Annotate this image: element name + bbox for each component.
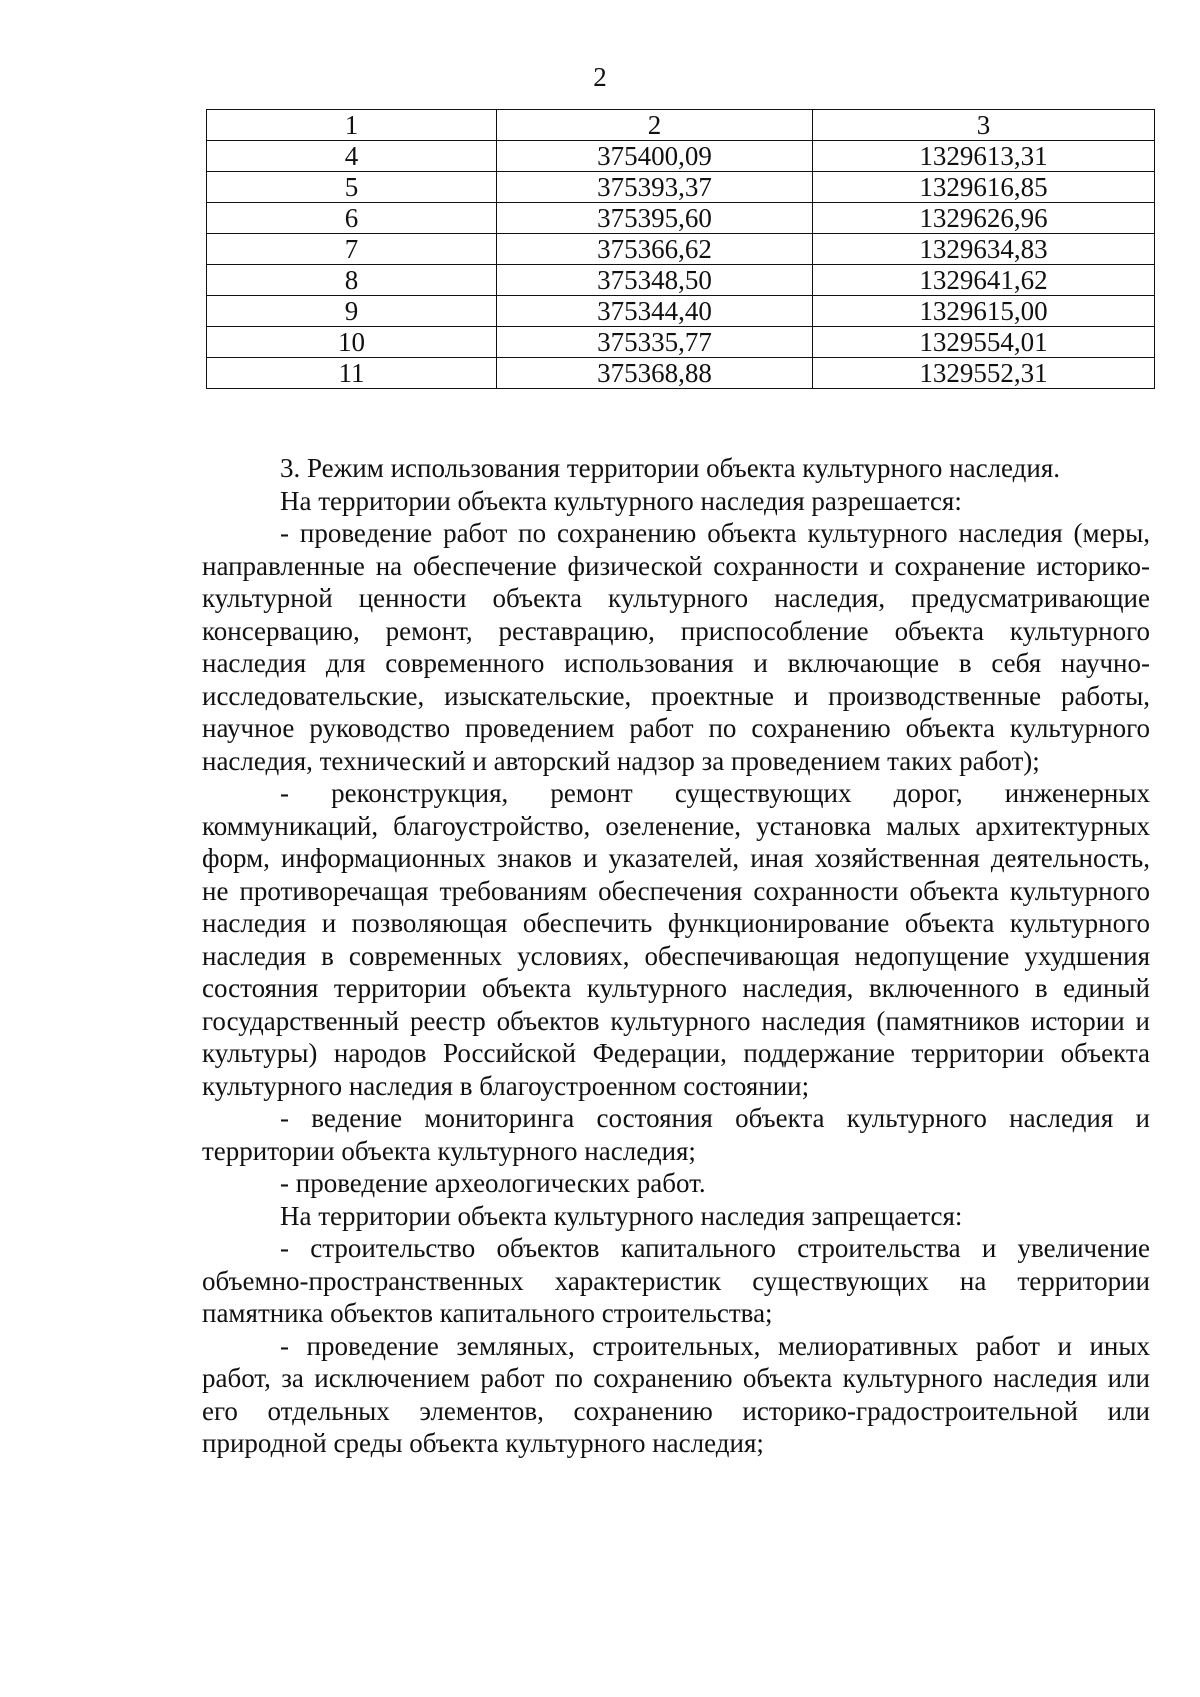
coordinates-table <box>206 109 1155 389</box>
point-number-cell: 6 <box>207 203 497 234</box>
table-header-row <box>207 110 1155 141</box>
table-row <box>207 358 1155 389</box>
column-header: 1 <box>207 110 497 141</box>
table-row <box>207 327 1155 358</box>
point-number-cell: 7 <box>207 234 497 265</box>
table-row <box>207 296 1155 327</box>
y-coordinate-cell: 1329641,62 <box>813 265 1155 296</box>
prohibited-item-construction: - строительство объектов капитального строительства и увеличение объемно-пространственных характеристик существующих на территории памятника объектов капитального строительства; <box>202 1233 1150 1328</box>
table-row <box>207 141 1155 172</box>
table-row <box>207 203 1155 234</box>
y-coordinate-cell: 1329552,31 <box>813 358 1155 389</box>
point-number-cell: 5 <box>207 172 497 203</box>
point-number-cell: 8 <box>207 265 497 296</box>
table-row <box>207 234 1155 265</box>
permitted-item-archaeology: - проведение археологических работ. <box>280 1168 706 1198</box>
y-coordinate-cell: 1329613,31 <box>813 141 1155 172</box>
section-heading: 3. Режим использования территории объекта культурного наследия. <box>280 453 1061 483</box>
column-header: 3 <box>813 110 1155 141</box>
x-coordinate-cell: 375395,60 <box>497 203 813 234</box>
permitted-item-reconstruction: - реконструкция, ремонт существующих дорог, инженерных коммуникаций, благоустройство, озеленение, установка малых архитектурных форм, информационных знаков и указателей, иная хозяйственная деятельность, не противоречащая требованиям обеспечения сохранности объекта культурного наследия и позволяющая обеспечить функционирование объекта культурного наследия в современных условиях, обеспечивающая недопущение ухудшения состояния территории объекта культурного наследия, включенного в единый государственный реестр объектов культурного наследия (памятников истории и культуры) народов Российской Федерации, поддержание территории объекта культурного наследия в благоустроенном состоянии; <box>202 778 1150 1101</box>
y-coordinate-cell: 1329615,00 <box>813 296 1155 327</box>
permitted-intro: На территории объекта культурного наследия разрешается: <box>280 485 962 516</box>
prohibited-item-earthworks: - проведение земляных, строительных, мелиоративных работ и иных работ, за исключением работ по сохранению объекта культурного наследия или его отдельных элементов, сохранению историко-градостроительной или природной среды объекта культурного наследия; <box>202 1330 1150 1458</box>
y-coordinate-cell: 1329616,85 <box>813 172 1155 203</box>
y-coordinate-cell: 1329554,01 <box>813 327 1155 358</box>
x-coordinate-cell: 375400,09 <box>497 141 813 172</box>
x-coordinate-cell: 375368,88 <box>497 358 813 389</box>
document-body <box>202 452 1150 1460</box>
y-coordinate-cell: 1329634,83 <box>813 234 1155 265</box>
table-row <box>207 265 1155 296</box>
x-coordinate-cell: 375366,62 <box>497 234 813 265</box>
x-coordinate-cell: 375335,77 <box>497 327 813 358</box>
point-number-cell: 4 <box>207 141 497 172</box>
column-header: 2 <box>497 110 813 141</box>
x-coordinate-cell: 375393,37 <box>497 172 813 203</box>
point-number-cell: 9 <box>207 296 497 327</box>
point-number-cell: 11 <box>207 358 497 389</box>
prohibited-intro: На территории объекта культурного наследия запрещается: <box>280 1200 963 1231</box>
x-coordinate-cell: 375348,50 <box>497 265 813 296</box>
page-number: 2 <box>593 62 607 92</box>
x-coordinate-cell: 375344,40 <box>497 296 813 327</box>
y-coordinate-cell: 1329626,96 <box>813 203 1155 234</box>
point-number-cell: 10 <box>207 327 497 358</box>
table-row <box>207 172 1155 203</box>
permitted-item-preservation-works: - проведение работ по сохранению объекта культурного наследия (меры, направленные на обеспечение физической сохранности и сохранение историко-культурной ценности объекта культурного наследия, предусматривающие консервацию, ремонт, реставрацию, приспособление объекта культурного наследия для современного использования и включающие в себя научно-исследовательские, изыскательские, проектные и производственные работы, научное руководство проведением работ по сохранению объекта культурного наследия, технический и авторский надзор за проведением таких работ); <box>202 518 1150 776</box>
permitted-item-monitoring: - ведение мониторинга состояния объекта культурного наследия и территории объекта культурного наследия; <box>202 1103 1150 1166</box>
